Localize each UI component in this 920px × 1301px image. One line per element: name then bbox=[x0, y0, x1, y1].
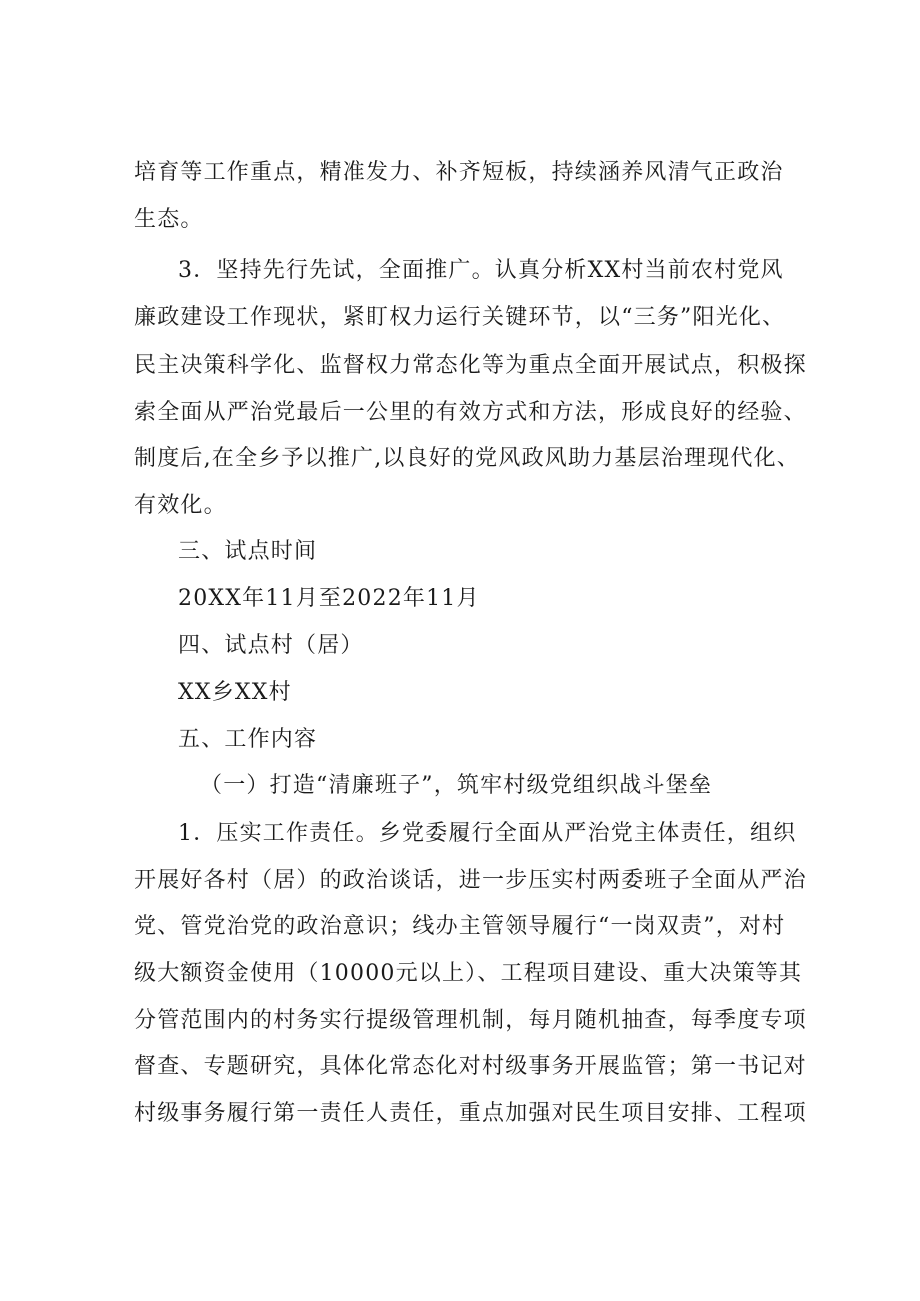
pilot-time-text: 20XX年11月至2022年11月 bbox=[178, 586, 480, 611]
item-1-line: 村级事务履行第一责任人责任，重点加强对民生项目安排、工程项 bbox=[134, 1101, 807, 1126]
pilot-village-text: XX乡XX村 bbox=[178, 680, 292, 705]
section-heading-pilot-time: 三、试点时间 bbox=[178, 539, 318, 564]
item-3-line: 民主决策科学化、监督权力常态化等为重点全面开展试点，积极探 bbox=[134, 353, 807, 378]
item-3-line: 廉政建设工作现状，紧盯权力运行关键环节，以“三务”阳光化、 bbox=[134, 305, 786, 330]
paragraph-line: 培育等工作重点，精准发力、补齐短板，持续涵养风清气正政治 bbox=[134, 160, 784, 185]
item-1-line: 分管范围内的村务实行提级管理机制，每月随机抽查，每季度专项 bbox=[134, 1008, 807, 1033]
item-1-line: 督查、专题研究，具体化常态化对村级事务开展监管；第一书记对 bbox=[134, 1054, 807, 1079]
item-3-line: 制度后,在全乡予以推广,以良好的党风政风助力基层治理现代化、 bbox=[134, 446, 800, 471]
section-heading-work-content: 五、工作内容 bbox=[178, 727, 318, 752]
subsection-heading: （一）打造“清廉班子”，筑牢村级党组织战斗堡垒 bbox=[200, 773, 713, 798]
item-1-line: 级大额资金使用（10000元以上）、工程项目建设、重大决策等其 bbox=[134, 961, 803, 986]
item-3-line: 索全面从严治党最后一公里的有效方式和方法，形成良好的经验、 bbox=[134, 400, 807, 425]
section-heading-pilot-village: 四、试点村（居） bbox=[178, 633, 364, 658]
item-3-line: 有效化。 bbox=[134, 493, 227, 518]
paragraph-line: 生态。 bbox=[134, 207, 204, 232]
item-1-line: 1．压实工作责任。乡党委履行全面从严治党主体责任，组织 bbox=[178, 821, 797, 846]
item-1-line: 党、管党治党的政治意识；线办主管领导履行“一岗双责”，对村 bbox=[134, 914, 786, 939]
item-3-line: 3．坚持先行先试，全面推广。认真分析XX村当前农村党风 bbox=[178, 258, 784, 283]
item-1-line: 开展好各村（居）的政治谈话，进一步压实村两委班子全面从严治 bbox=[134, 868, 807, 893]
